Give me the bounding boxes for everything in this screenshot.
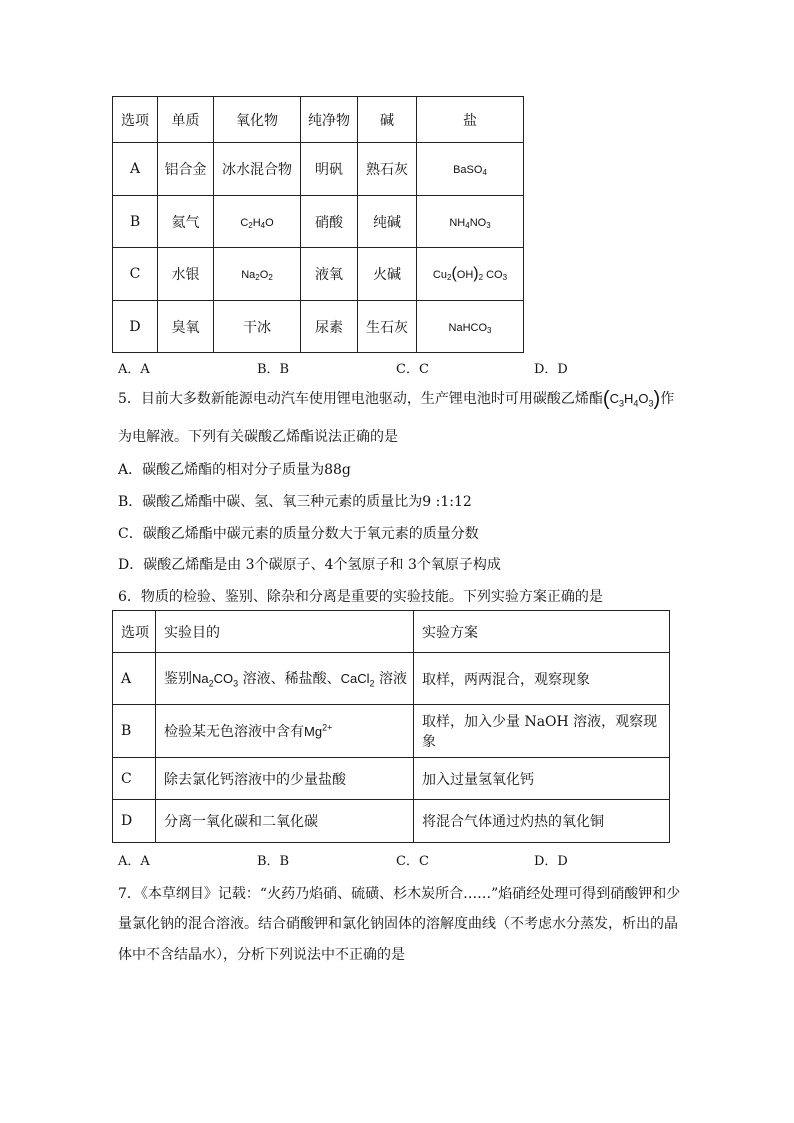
q5-stem-line1: 5．目前大多数新能源电动汽车使用锂电池驱动，生产锂电池时可用碳酸乙烯酯$(C_3H_4O_3)$作 [118,388,675,410]
salt-formula: $Cu_2(OH)_2$ $CO_3$ [432,265,508,282]
option-d[interactable]: D．D [534,362,568,377]
pure-cell: 液氧 [301,248,358,301]
purpose-cell: 检验某无色溶液中含有$Mg^{2+}$ [156,705,414,758]
table-row [113,758,670,800]
option-cell: D [113,301,158,353]
q5-option-a[interactable]: A．碳酸乙烯酯的相对分子质量为88g [118,462,351,478]
option-a[interactable]: A．A [118,362,150,377]
pure-cell: 硝酸 [301,196,358,248]
element-cell: 臭氧 [158,301,214,353]
option-cell: B [113,705,156,758]
option-b[interactable]: B．B [257,854,290,869]
q5-option-c[interactable]: C．碳酸乙烯酯中碳元素的质量分数大于氧元素的质量分数 [118,526,479,542]
salt-cell [417,301,524,353]
oxide-cell: 干冰 [214,301,301,353]
experiment-table [112,610,670,843]
option-c[interactable]: C．C [396,854,429,869]
q5-option-b[interactable]: B．碳酸乙烯酯中碳、氢、氧三种元素的质量比为9 :1:12 [118,494,472,510]
header-cell: 选项 [113,97,158,143]
oxide-formula: $C_2H_4O$ [240,216,274,230]
option-cell: A [113,143,158,196]
plan-cell: 将混合气体通过灼热的氧化铜 [414,800,670,843]
salt-formula: $NH_4NO_3$ [449,216,491,230]
table-row [113,301,524,353]
base-cell: 火碱 [358,248,417,301]
q5-formula: $(C_3H_4O_3)$ [602,388,661,410]
q6-stem: 6．物质的检验、鉴别、除杂和分离是重要的实验技能。下列实验方案正确的是 [118,589,603,605]
base-cell: 熟石灰 [358,143,417,196]
header-cell: 单质 [158,97,214,143]
classification-table [112,96,524,353]
plan-cell: 取样，加入少量 NaOH 溶液，观察现象 [414,705,670,758]
plan-cell: 加入过量氢氧化钙 [414,758,670,800]
oxide-formula: $Na_2O_2$ [241,269,273,282]
plan-cell: 取样，两两混合，观察现象 [414,653,670,705]
header-cell: 实验目的 [156,611,414,653]
purpose-cell: 分离一氧化碳和二氧化碳 [156,800,414,843]
table-row [113,143,524,196]
q5-option-d[interactable]: D．碳酸乙烯酯是由 3个碳原子、4个氢原子和 3个氧原子构成 [118,557,501,573]
option-b[interactable]: B．B [257,362,290,377]
option-d[interactable]: D．D [534,854,568,869]
table-row [113,248,524,301]
option-cell: D [113,800,156,843]
element-cell: 铝合金 [158,143,214,196]
salt-formula: NaHCO$_3$ [448,321,492,335]
element-cell: 氦气 [158,196,214,248]
option-a[interactable]: A．A [118,854,150,869]
table-row [113,653,670,705]
option-cell: B [113,196,158,248]
table-row [113,705,670,758]
element-cell: 水银 [158,248,214,301]
purpose-cell: 鉴别$Na_2CO_3$ 溶液、稀盐酸、CaCl$_2$ 溶液 [156,653,414,705]
q7-stem-line1: 7．《本草纲目》记载：“火药乃焰硝、硫磺、杉木炭所合……”焰硝经处理可得到硝酸钾和少 [118,886,681,902]
header-cell: 纯净物 [301,97,358,143]
oxide-cell [214,248,301,301]
oxide-cell: 冰水混合物 [214,143,301,196]
header-cell: 选项 [113,611,156,653]
table-header-row [113,97,524,143]
salt-formula: BaSO$_4$ [453,164,487,177]
base-cell: 生石灰 [358,301,417,353]
pure-cell: 尿素 [301,301,358,353]
option-c[interactable]: C．C [396,362,429,377]
purpose-cell: 除去氯化钙溶液中的少量盐酸 [156,758,414,800]
table-header-row [113,611,670,653]
q7-stem-line3: 体中不含结晶水），分析下列说法中不正确的是 [118,947,405,963]
salt-cell [417,196,524,248]
option-cell: A [113,653,156,705]
header-cell: 实验方案 [414,611,670,653]
q5-stem-line2: 为电解液。下列有关碳酸乙烯酯说法正确的是 [118,429,398,445]
header-cell: 盐 [417,97,524,143]
pure-cell: 明矾 [301,143,358,196]
q7-stem-line2: 量氯化钠的混合溶液。结合硝酸钾和氯化钠固体的溶解度曲线（不考虑水分蒸发，析出的晶 [118,916,678,932]
option-cell: C [113,758,156,800]
header-cell: 碱 [358,97,417,143]
base-cell: 纯碱 [358,196,417,248]
option-cell: C [113,248,158,301]
table-row [113,800,670,843]
salt-cell [417,143,524,196]
oxide-cell [214,196,301,248]
table-row [113,196,524,248]
salt-cell [417,248,524,301]
header-cell: 氧化物 [214,97,301,143]
